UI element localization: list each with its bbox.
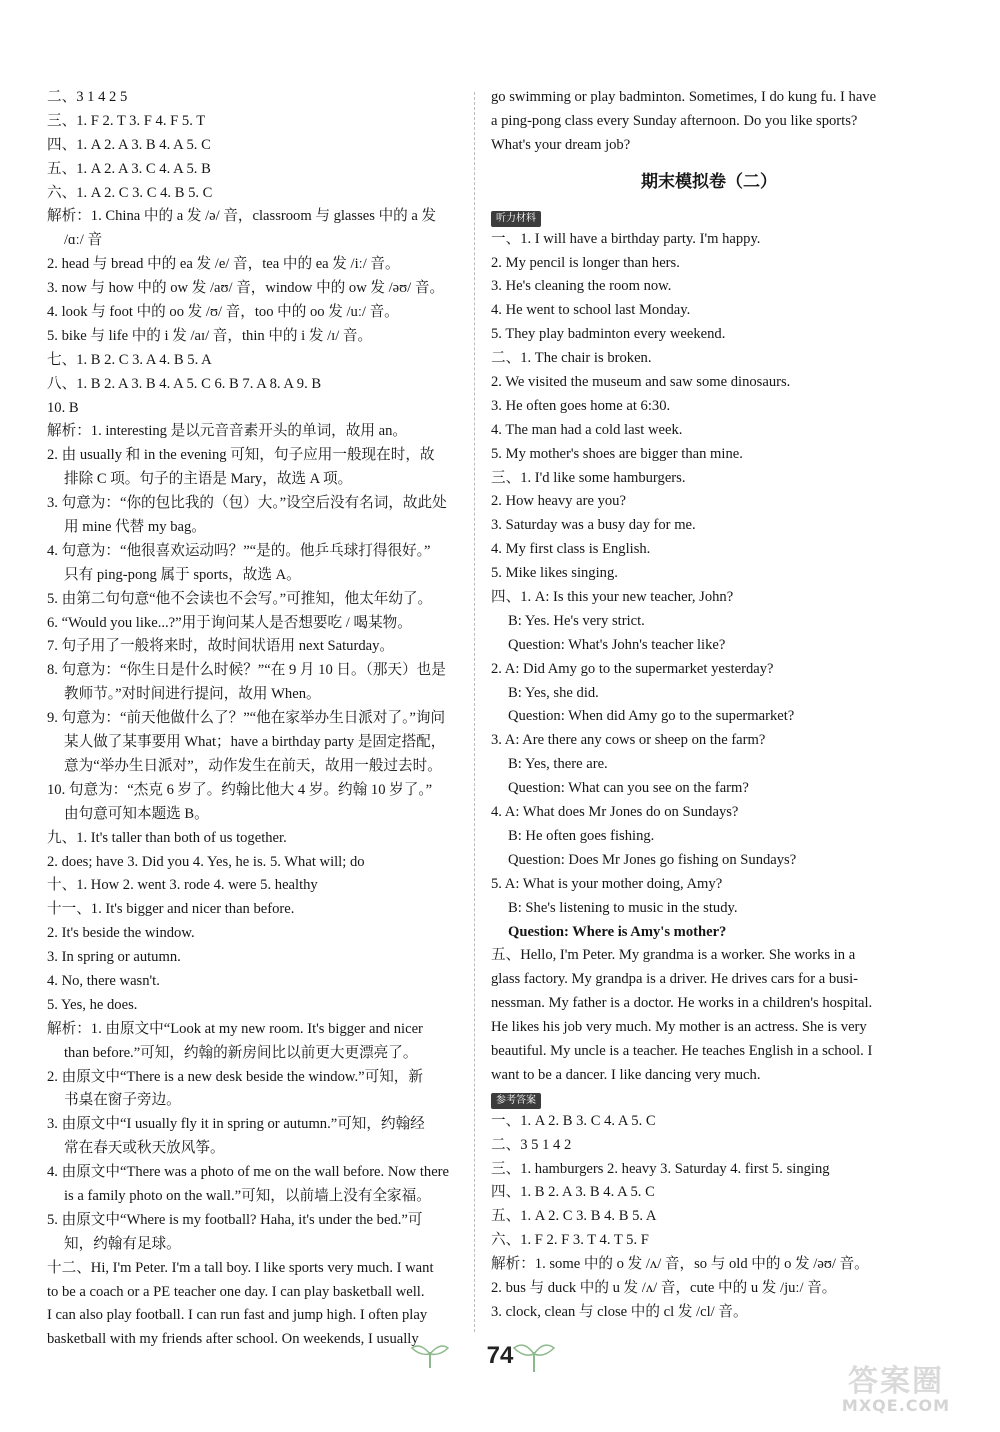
text-line: 二、1. The chair is broken. [491, 350, 652, 367]
text-line: 2. bus 与 duck 中的 u 发 /ʌ/ 音，cute 中的 u 发 /juː/ 音。 [491, 1279, 837, 1296]
text-line: 教师节。”对时间进行提问，故用 When。 [64, 686, 321, 703]
text-line: B: She's listening to music in the study. [508, 899, 738, 916]
text-line: 某人做了某事要用 What；have a birthday party 是固定搭配， [64, 734, 446, 751]
text-line: B: He often goes fishing. [508, 827, 655, 844]
text-line: 五、Hello, I'm Peter. My grandma is a worker. She works in a [491, 947, 856, 964]
text-line: 常在春天或秋天放风筝。 [64, 1140, 225, 1157]
text-line: 4. 句意为：“他很喜欢运动吗？”“是的。他乒乓球打得很好。” [47, 542, 431, 559]
text-line: 2. does; have 3. Did you 4. Yes, he is. 5. What will; do [47, 853, 365, 870]
text-line: 10. B [47, 399, 79, 416]
text-line: 3. He's cleaning the room now. [491, 278, 672, 295]
text-line: 一、1. I will have a birthday party. I'm happy. [491, 230, 761, 247]
text-line: Question: What can you see on the farm? [508, 780, 749, 797]
text-line: 3. Saturday was a busy day for me. [491, 517, 696, 534]
text-line: 2. How heavy are you? [491, 493, 626, 510]
answers-tag: 参考答案 [491, 1093, 541, 1109]
watermark-logo [826, 1356, 966, 1418]
text-line: 10. 句意为：“杰克 6 岁了。约翰比他大 4 岁。约翰 10 岁了。” [47, 781, 433, 798]
answers-tag-row [491, 1088, 907, 1110]
text-line: 4. look 与 foot 中的 oo 发 /ʊ/ 音，too 中的 oo 发 /uː/ 音。 [47, 304, 399, 321]
text-line: 5. Mike likes singing. [491, 565, 618, 582]
watermark-url: MXQE.COM [841, 1396, 951, 1415]
text-line: 排除 C 项。句子的主语是 Mary，故选 A 项。 [64, 471, 353, 488]
text-line: 5. A: What is your mother doing, Amy? [491, 875, 723, 892]
text-line: 十、1. How 2. went 3. rode 4. were 5. healthy [47, 877, 318, 894]
text-line: 3. In spring or autumn. [47, 949, 181, 966]
text-line: B: Yes, there are. [508, 756, 608, 773]
text-line: 2. My pencil is longer than hers. [491, 254, 680, 271]
text-line: 3. clock, clean 与 close 中的 cl 发 /cl/ 音。 [491, 1303, 748, 1320]
text-line: 2. It's beside the window. [47, 925, 195, 942]
text-line: 2. A: Did Amy go to the supermarket yesterday? [491, 660, 774, 677]
text-line: 八、1. B 2. A 3. B 4. A 5. C 6. B 7. A 8. A 9. B [47, 375, 322, 392]
text-line: What's your dream job? [491, 136, 631, 153]
column-divider [474, 92, 475, 1332]
section-title: 期末模拟卷（二） [641, 171, 777, 191]
text-line: 四、1. B 2. A 3. B 4. A 5. C [491, 1184, 655, 1201]
text-line: Question: What's John's teacher like? [508, 636, 726, 653]
text-line: 4. He went to school last Monday. [491, 302, 691, 319]
text-line: 二、3 1 4 2 5 [47, 89, 128, 105]
text-line: Question: Where is Amy's mother? [508, 923, 727, 940]
text-line: a ping-pong class every Sunday afternoon. Do you like sports? [491, 112, 858, 129]
text-line: 6. “Would you like...?”用于询问某人是否想要吃 / 喝某物。 [47, 614, 412, 631]
text-line: 9. 句意为：“前天他做什么了？”“他在家举办生日派对了。”询问 [47, 710, 446, 727]
text-line: 4. The man had a cold last week. [491, 421, 683, 438]
text-line: 四、1. A: Is this your new teacher, John? [491, 589, 734, 606]
listening-tag-row [491, 206, 907, 228]
text-line: 4. My first class is English. [491, 541, 651, 558]
text-line: 书桌在窗子旁边。 [64, 1092, 181, 1109]
text-line: glass factory. My grandpa is a driver. He drives cars for a busi- [491, 971, 859, 988]
text-line: 2. 由原文中“There is a new desk beside the window.”可知，新 [47, 1068, 423, 1085]
text-line: 一、1. A 2. B 3. C 4. A 5. C [491, 1112, 656, 1129]
text-line: 3. now 与 how 中的 ow 发 /aʊ/ 音，window 中的 ow 发 /əʊ/ 音。 [47, 280, 445, 297]
text-line: than before.”可知，约翰的新房间比以前更大更漂亮了。 [64, 1044, 418, 1061]
text-line: 2. head 与 bread 中的 ea 发 /e/ 音，tea 中的 ea 发 /iː/ 音。 [47, 256, 400, 273]
text-line: 三、1. I'd like some hamburgers. [491, 469, 686, 486]
text-line: 十一、1. It's bigger and nicer than before. [47, 901, 295, 918]
text-line: 六、1. A 2. C 3. C 4. B 5. C [47, 184, 213, 201]
text-line: Question: Does Mr Jones go fishing on Sundays? [508, 851, 797, 868]
right-column [491, 86, 907, 1325]
text-line: 七、1. B 2. C 3. A 4. B 5. A [47, 351, 212, 368]
text-line: is a family photo on the wall.”可知，以前墙上没有全家福。 [64, 1187, 431, 1204]
page-number: 74 [486, 1342, 514, 1369]
text-line: 7. 句子用了一般将来时，故时间状语用 next Saturday。 [47, 638, 394, 655]
text-line: to be a coach or a PE teacher one day. I can play basketball well. [47, 1283, 425, 1300]
text-line: beautiful. My uncle is a teacher. He teaches English in a school. I [491, 1042, 873, 1059]
text-line: 4. No, there wasn't. [47, 972, 160, 989]
text-line: 四、1. A 2. A 3. B 4. A 5. C [47, 136, 211, 153]
text-line: nessman. My father is a doctor. He works in a children's hospital. [491, 995, 873, 1012]
text-line: B: Yes. He's very strict. [508, 612, 645, 629]
text-line: 六、1. F 2. F 3. T 4. T 5. F [491, 1232, 649, 1249]
text-line: 解析：1. interesting 是以元音音素开头的单词，故用 an。 [47, 423, 407, 440]
text-line: 九、1. It's taller than both of us together. [47, 829, 287, 846]
text-line: 知，约翰有足球。 [64, 1235, 181, 1252]
text-line: 五、1. A 2. A 3. C 4. A 5. B [47, 160, 211, 177]
left-column [47, 86, 459, 1352]
text-line: go swimming or play badminton. Sometimes, I do kung fu. I have [491, 89, 877, 105]
listening-tag: 听力材料 [491, 211, 541, 227]
text-line: 5. Yes, he does. [47, 996, 138, 1013]
text-line: 3. A: Are there any cows or sheep on the farm? [491, 732, 766, 749]
sprout-right-icon [512, 1340, 556, 1374]
text-line: 2. 由 usually 和 in the evening 可知，句子应用一般现在时，故 [47, 447, 435, 464]
text-line: 8. 句意为：“你生日是什么时候？”“在 9 月 10 日。（那天）也是 [47, 662, 446, 679]
text-line: 5. 由第二句句意“他不会读也不会写。”可推知，他太年幼了。 [47, 590, 433, 607]
text-line: 5. They play badminton every weekend. [491, 326, 726, 343]
text-line: 由句意可知本题选 B。 [64, 805, 209, 822]
text-line: 三、1. hamburgers 2. heavy 3. Saturday 4. first 5. singing [491, 1160, 830, 1177]
sprout-left-icon [410, 1340, 450, 1370]
text-line: 用 mine 代替 my bag。 [64, 519, 206, 536]
text-line: 3. He often goes home at 6:30. [491, 397, 671, 414]
text-line: 5. bike 与 life 中的 i 发 /aɪ/ 音，thin 中的 i 发 /ɪ/ 音。 [47, 327, 373, 344]
text-line: 2. We visited the museum and saw some dinosaurs. [491, 374, 791, 391]
text-line: B: Yes, she did. [508, 684, 599, 701]
text-line: 解析：1. China 中的 a 发 /ə/ 音，classroom 与 glasses 中的 a 发 [47, 208, 437, 225]
text-line: /ɑː/ 音 [64, 232, 103, 249]
text-line: 三、1. F 2. T 3. F 4. F 5. T [47, 112, 206, 129]
text-line: 解析：1. 由原文中“Look at my new room. It's bigger and nicer [47, 1020, 423, 1037]
text-line: I can also play football. I can run fast and jump high. I often play [47, 1307, 428, 1324]
text-line: 4. A: What does Mr Jones do on Sundays? [491, 804, 739, 821]
text-line: 4. 由原文中“There was a photo of me on the wall before. Now there [47, 1164, 450, 1181]
text-line: want to be a dancer. I like dancing very much. [491, 1066, 761, 1083]
text-line: 十二、Hi, I'm Peter. I'm a tall boy. I like sports very much. I want [47, 1259, 434, 1276]
text-line: 5. My mother's shoes are bigger than mine. [491, 445, 743, 462]
text-line: basketball with my friends after school. On weekends, I usually [47, 1331, 419, 1348]
text-line: 3. 句意为：“你的包比我的（包）大。”设空后没有名词，故此处 [47, 495, 447, 512]
text-line: 二、3 5 1 4 2 [491, 1136, 572, 1153]
text-line: 5. 由原文中“Where is my football? Haha, it's under the bed.”可 [47, 1211, 423, 1228]
text-line: 五、1. A 2. C 3. B 4. B 5. A [491, 1208, 657, 1225]
text-line: 解析：1. some 中的 o 发 /ʌ/ 音，so 与 old 中的 o 发 /əʊ/ 音。 [491, 1256, 869, 1273]
text-line: 意为“举办生日派对”，动作发生在前天，故用一般过去时。 [64, 757, 442, 774]
text-line: 只有 ping-pong 属于 sports，故选 A。 [64, 566, 301, 583]
text-line: 3. 由原文中“I usually fly it in spring or autumn.”可知，约翰经 [47, 1116, 425, 1133]
text-line: He likes his job very much. My mother is an actress. She is very [491, 1019, 867, 1036]
text-line: Question: When did Amy go to the supermarket? [508, 708, 795, 725]
watermark-text: 答案圈 [848, 1364, 944, 1399]
